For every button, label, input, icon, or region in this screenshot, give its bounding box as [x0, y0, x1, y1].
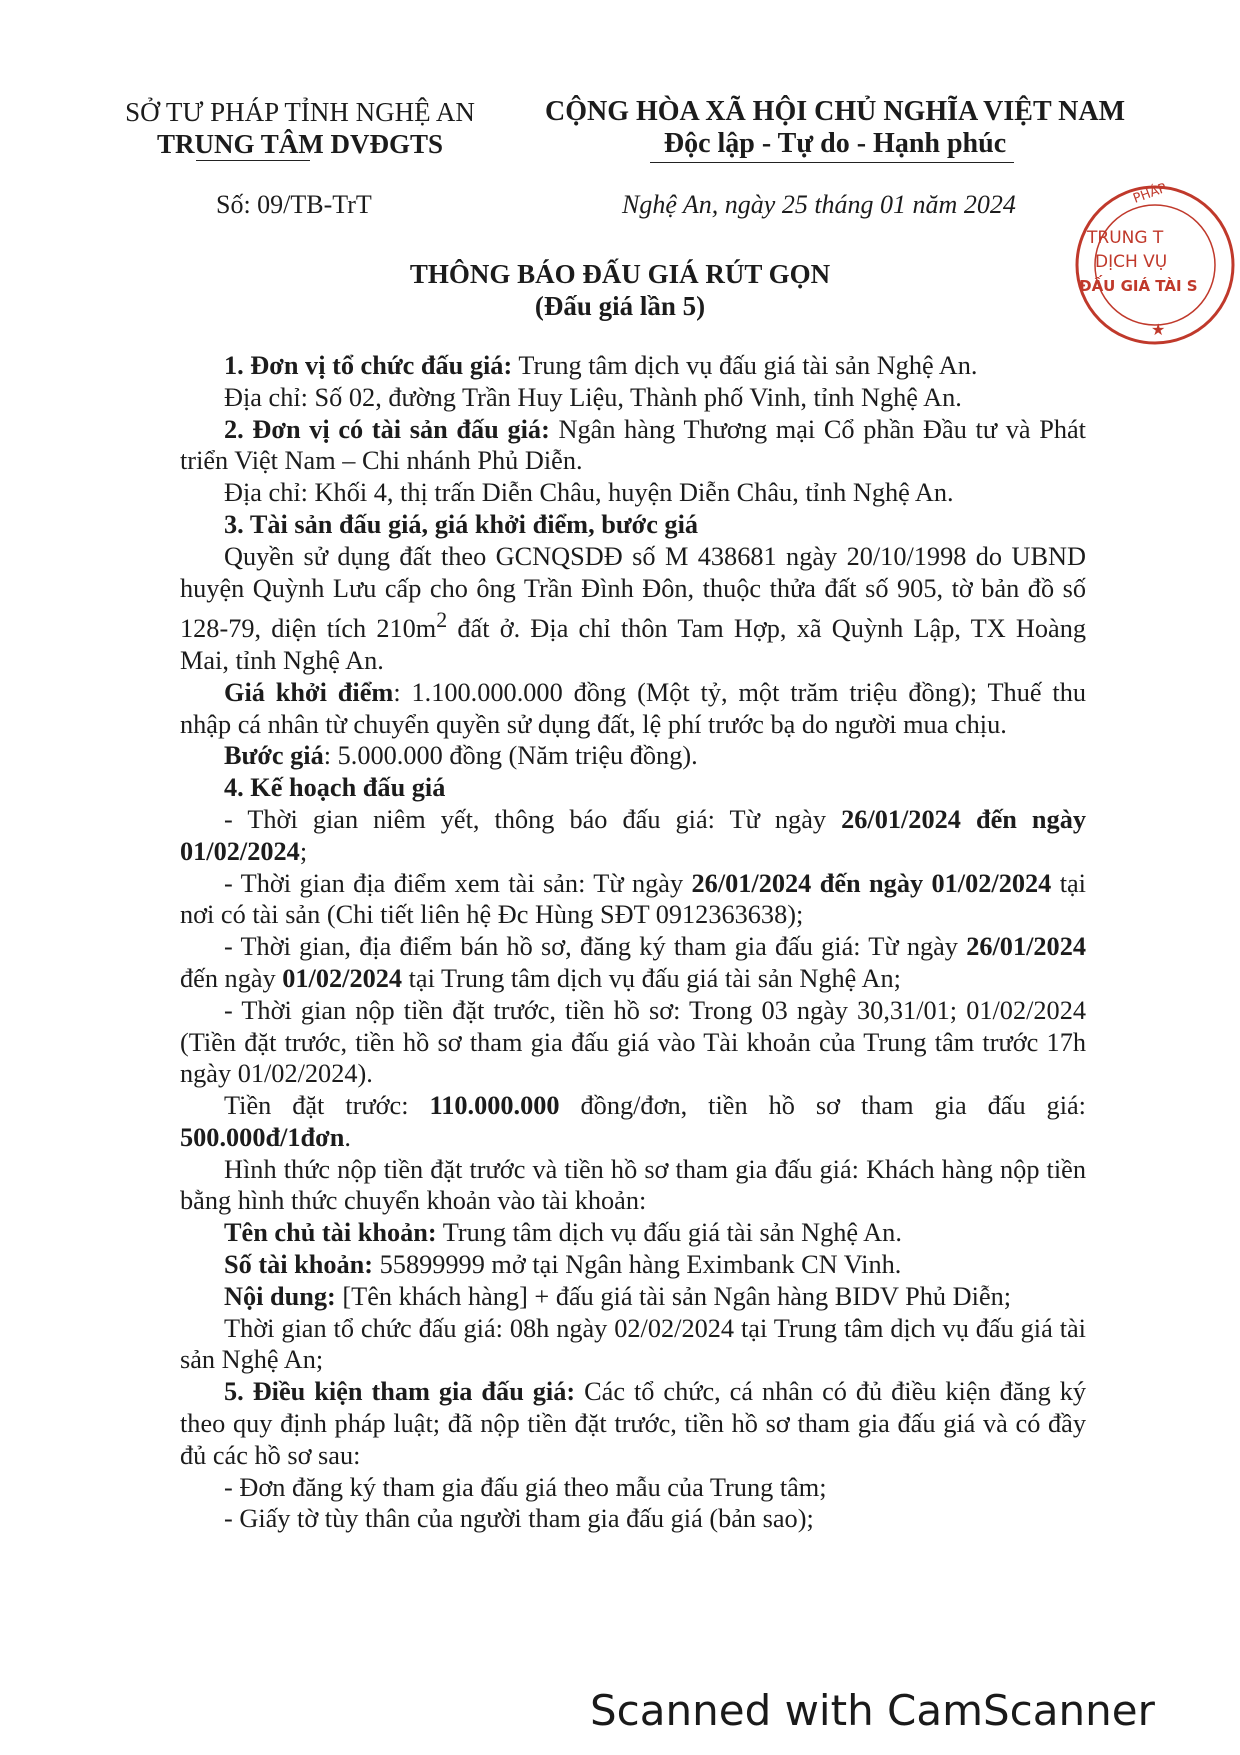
requirement-item: - Đơn đăng ký tham gia đấu giá theo mẫu của Trung tâm; — [224, 1472, 827, 1502]
section-2-label: 2. Đơn vị có tài sản đấu giá: — [224, 414, 550, 444]
seal-text-2: DỊCH VỤ — [1095, 252, 1168, 272]
section-5-label: 5. Điều kiện tham gia đấu giá: — [224, 1377, 576, 1407]
posting-period: - Thời gian niêm yết, thông báo đấu giá: Từ ngày 26/01/2024 đến ngày 01/02/2024; — [180, 804, 1086, 866]
section-1-address: Địa chỉ: Số 02, đường Trần Huy Liệu, Thành phố Vinh, tỉnh Nghệ An. — [224, 382, 962, 412]
seal-text-1: TRUNG T — [1087, 228, 1164, 248]
section-4-heading: 4. Kế hoạch đấu giá — [224, 773, 446, 803]
motto-underline — [650, 162, 1014, 163]
section-1-label: 1. Đơn vị tổ chức đấu giá: — [224, 351, 513, 380]
start-price: Giá khởi điểm: 1.100.000.000 đồng (Một tỷ, một trăm triệu đồng); Thuế thu nhập cá nhân từ chuyển quyền sử dụng đất, lệ phí trước bạ do người mua chịu. — [180, 677, 1087, 739]
national-motto: Độc lập - Tự do - Hạnh phúc — [663, 128, 1007, 159]
republic-name: CỘNG HÒA XÃ HỘI CHỦ NGHĨA VIỆT NAM — [544, 96, 1126, 127]
title-sub: (Đấu giá lần 5) — [534, 291, 706, 321]
registration-period: - Thời gian, địa điểm bán hồ sơ, đăng ký tham gia đấu giá: Từ ngày 26/01/2024 đến ngày 01/02/2024 tại Trung tâm dịch vụ đấu giá tài sản Nghệ An; — [180, 932, 1086, 993]
section-5: 5. Điều kiện tham gia đấu giá: Các tổ chức, cá nhân có đủ điều kiện đăng ký theo quy định pháp luật; đã nộp tiền đặt trước, tiền hồ sơ tham gia đấu giá và có đầy đủ các hồ sơ sau: — [180, 1377, 1086, 1470]
payment-method: Hình thức nộp tiền đặt trước và tiền hồ sơ tham gia đấu giá: Khách hàng nộp tiền bằng hình thức chuyển khoản vào tài khoản: — [180, 1154, 1086, 1216]
seal-text-3: ĐẤU GIÁ TÀI S — [1079, 277, 1198, 295]
issuing-agency — [100, 96, 500, 160]
seal-text-top: PHÁP — [1131, 180, 1169, 207]
notice-body — [180, 350, 1086, 1535]
section-2: 2. Đơn vị có tài sản đấu giá: Ngân hàng Thương mại Cổ phần Đầu tư và Phát triển Việt Nam – Chi nhánh Phủ Diễn. — [180, 414, 1086, 476]
viewing-period: - Thời gian địa điểm xem tài sản: Từ ngày 26/01/2024 đến ngày 01/02/2024 tại nơi có tài sản (Chi tiết liên hệ Đc Hùng SĐT 0912363638); — [180, 868, 1086, 930]
deposit-amount: Tiền đặt trước: 110.000.000 đồng/đơn, tiền hồ sơ tham gia đấu giá: 500.000đ/1đơn. — [180, 1091, 1086, 1152]
notice-title — [0, 258, 1240, 322]
requirement-item: - Giấy tờ tùy thân của người tham gia đấu giá (bản sao); — [224, 1504, 814, 1534]
section-2-address: Địa chỉ: Khối 4, thị trấn Diễn Châu, huyện Diễn Châu, tỉnh Nghệ An. — [224, 478, 954, 508]
title-main: THÔNG BÁO ĐẤU GIÁ RÚT GỌN — [409, 259, 831, 289]
section-1: 1. Đơn vị tổ chức đấu giá: Trung tâm dịch vụ đấu giá tài sản Nghệ An. — [224, 351, 978, 380]
document-number: Số: 09/TB-TrT — [216, 190, 372, 219]
bid-step: Bước giá: 5.000.000 đồng (Năm triệu đồng). — [224, 741, 698, 771]
agency-name: TRUNG TÂM DVĐGTS — [156, 129, 444, 159]
account-number: Số tài khoản: 55899999 mở tại Ngân hàng Eximbank CN Vinh. — [224, 1250, 902, 1280]
auction-time: Thời gian tổ chức đấu giá: 08h ngày 02/02/2024 tại Trung tâm dịch vụ đấu giá tài sản Nghệ An; — [180, 1313, 1086, 1375]
transfer-content: Nội dung: [Tên khách hàng] + đấu giá tài sản Ngân hàng BIDV Phủ Diễn; — [224, 1281, 1012, 1311]
section-3-heading: 3. Tài sản đấu giá, giá khởi điểm, bước giá — [224, 509, 699, 539]
place-date: Nghệ An, ngày 25 tháng 01 năm 2024 — [622, 190, 1016, 219]
national-title — [530, 96, 1140, 160]
scanner-watermark: Scanned with CamScanner — [590, 1686, 1155, 1735]
account-name: Tên chủ tài khoản: Trung tâm dịch vụ đấu giá tài sản Nghệ An. — [224, 1218, 902, 1248]
asset-description: Quyền sử dụng đất theo GCNQSDĐ số M 438681 ngày 20/10/1998 do UBND huyện Quỳnh Lưu cấp cho ông Trần Đình Đôn, thuộc thửa đất số 905, tờ bản đồ số 128-79, diện tích $210m^2$ đất ở. Địa chỉ thôn Tam Hợp, xã Quỳnh Lập, TX Hoàng Mai, tỉnh Nghệ An. — [180, 541, 1087, 675]
agency-underline — [196, 160, 310, 161]
agency-parent: SỞ TƯ PHÁP TỈNH NGHỆ AN — [125, 97, 475, 127]
deposit-period: - Thời gian nộp tiền đặt trước, tiền hồ sơ: Trong 03 ngày 30,31/01; 01/02/2024 (Tiền đặt trước, tiền hồ sơ tham gia đấu giá vào Tài khoản của Trung tâm trước 17h ngày 01/02/2024). — [180, 995, 1086, 1089]
seal-star-icon: ★ — [1151, 320, 1166, 339]
